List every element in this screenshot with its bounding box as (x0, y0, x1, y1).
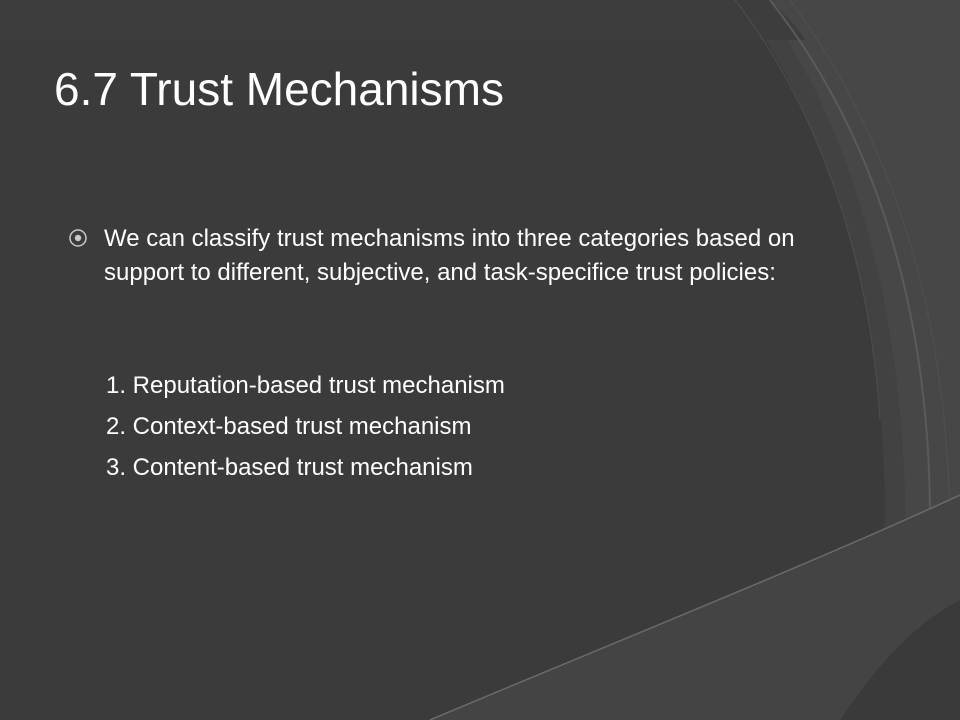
list-item-reputation: 1. Reputation-based trust mechanism (106, 372, 505, 399)
bullet-point (68, 222, 868, 290)
numbered-list (106, 365, 505, 488)
slide-title: 6.7 Trust Mechanisms (54, 63, 504, 115)
list-item-context: 2. Context-based trust mechanism (106, 413, 472, 440)
list-item-content: 3. Content-based trust mechanism (106, 454, 473, 481)
bullet-text: We can classify trust mechanisms into three categories based on support to different, subjective, and task-specifice trust policies: (104, 225, 795, 286)
circled-dot-bullet-icon (68, 228, 88, 248)
